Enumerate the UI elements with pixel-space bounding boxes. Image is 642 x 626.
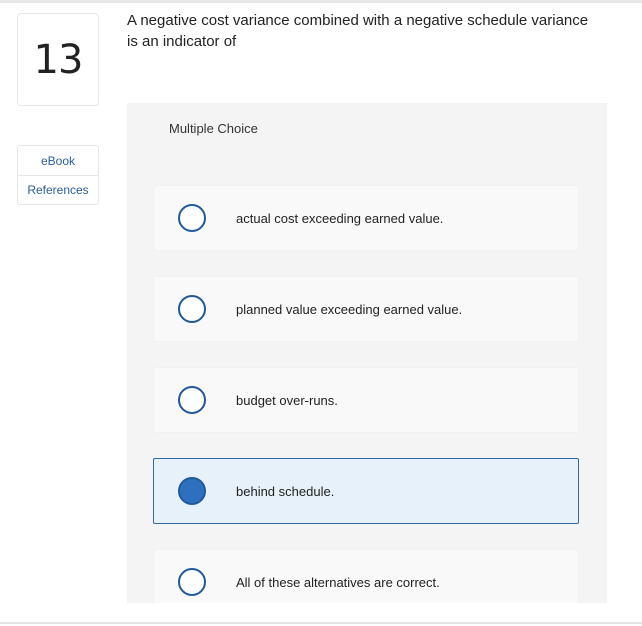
question-prompt: A negative cost variance combined with a negative schedule variance is an indicator of: [127, 12, 589, 50]
radio-button-icon[interactable]: [178, 386, 206, 414]
choice-label: actual cost exceeding earned value.: [236, 210, 444, 226]
radio-button-selected-icon[interactable]: [178, 477, 206, 505]
choice-option-1[interactable]: [153, 185, 579, 251]
resources-panel: [17, 145, 99, 205]
top-divider: [0, 0, 642, 3]
question-number: 13: [33, 36, 83, 83]
choice-option-2[interactable]: [153, 276, 579, 342]
radio-button-icon[interactable]: [178, 568, 206, 596]
ebook-link[interactable]: eBook: [40, 153, 76, 168]
bottom-divider: [0, 622, 642, 624]
choice-label: budget over-runs.: [236, 392, 338, 408]
radio-button-icon[interactable]: [178, 204, 206, 232]
choice-label: All of these alternatives are correct.: [236, 574, 440, 590]
choice-option-5[interactable]: [153, 549, 579, 603]
multiple-choice-panel: [127, 103, 607, 603]
multiple-choice-header: Multiple Choice: [169, 120, 258, 136]
choice-label: behind schedule.: [236, 483, 335, 499]
choice-option-3[interactable]: [153, 367, 579, 433]
question-number-box: [17, 13, 99, 106]
choice-option-4[interactable]: [153, 458, 579, 524]
radio-button-icon[interactable]: [178, 295, 206, 323]
choice-label: planned value exceeding earned value.: [236, 301, 463, 317]
references-link[interactable]: References: [18, 175, 98, 204]
